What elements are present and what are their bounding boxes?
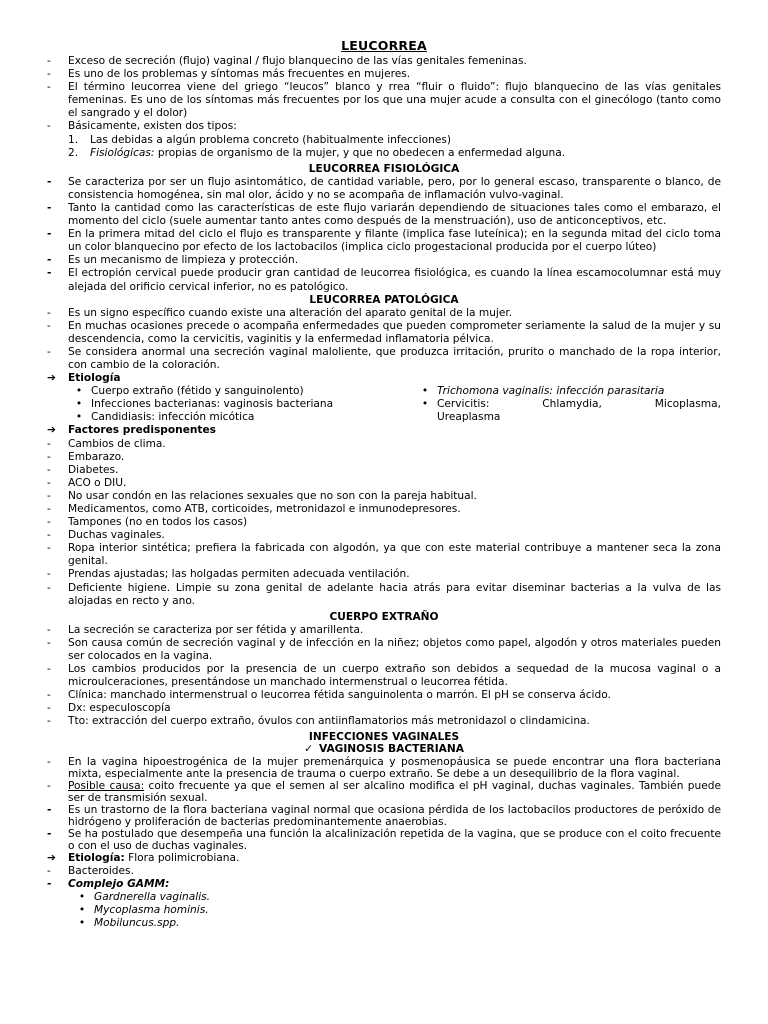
list-item: - Prendas ajustadas; las holgadas permiten adecuada ventilación. [47,568,410,581]
subsection-heading: ✓ VAGINOSIS BACTERIANA [304,742,464,755]
list-item: - El término leucorrea viene del griego “leucos” blanco y rrea “fluir o fluido”: flujo blanquecino de las vías genitales femeninas. Es uno de los síntomas más frecuentes por los que una mujer acude a consulta con el ginecólogo (tanto como el sangrado y el dolor) [47,81,721,120]
section-heading: LEUCORREA PATOLÓGICA [309,293,459,306]
bullet-icon: • [78,903,86,916]
bullet-icon: • [421,385,429,398]
patologica-section [47,307,721,608]
bullet-icon: • [75,398,83,411]
list-item: • Candidiasis: infección micótica [47,411,411,424]
bullet-icon: • [75,411,83,424]
fisiologica-section [47,176,721,294]
list-item: • Gardnerella vaginalis. [47,891,721,904]
etiologia-list [47,385,721,424]
list-item: - Clínica: manchado intermenstrual o leucorrea fétida sanguinolenta o marrón. El pH se conserva ácido. [47,689,611,702]
section-heading: INFECCIONES VAGINALES [308,730,460,743]
list-item: - Exceso de secreción (flujo) vaginal / flujo blanquecino de las vías genitales femeninas. [47,55,527,67]
list-item: - Es un trastorno de la flora bacteriana vaginal normal que ocasiona pérdida de los lactobacilos productores de peróxido de hidrógeno y proliferación de bacterias predominantemente anaerobias. [47,803,721,828]
section-heading: CUERPO EXTRAÑO [329,610,439,623]
list-item: • Mycoplasma hominis. [47,904,721,917]
list-item: - Son causa común de secreción vaginal y de infección en la niñez; objetos como papel, algodón y otros materiales pueden ser colocados en la vagina. [47,636,721,662]
list-item: - En la vagina hipoestrogénica de la mujer premenárquica y posmenopáusica se puede encontrar una flora bacteriana mixta, especialmente ante la presencia de trauma o cuerpo extraño. Se debe a un desequilibrio de la flora vaginal. [47,755,721,780]
arrow-icon: ➔ [47,851,56,864]
infecciones-section [47,756,721,931]
list-item: - Deficiente higiene. Limpie su zona genital de adelante hacia atrás para evitar diseminar bacterias a la vulva de las alojadas en recto y ano. [47,581,721,607]
list-item: - Bacteroides. [47,864,134,877]
list-item: - Tanto la cantidad como las características de este flujo variarán dependiendo de situaciones tales como el embarazo, el momento del ciclo (suele aumentar tanto antes como después de la menstruación), uso de anticonceptivos, etc. [47,201,721,228]
list-item: • Infecciones bacterianas: vaginosis bacteriana [47,398,411,411]
list-item: - Tampones (no en todos los casos) [47,516,248,529]
document-title: LEUCORREA [341,38,427,53]
list-item: - Es un signo específico cuando existe una alteración del aparato genital de la mujer. [47,306,513,319]
factores-heading: ➔ Factores predisponentes [47,424,216,437]
intro-section [47,55,721,160]
bullet-icon: • [78,890,86,903]
arrow-icon: ➔ [47,372,56,385]
list-item: - Se considera anormal una secreción vaginal maloliente, que produzca irritación, prurito o manchado de la ropa interior, con cambio de la coloración. [47,345,721,371]
list-item: - Posible causa: coito frecuente ya que el semen al ser alcalino modifica el pH vaginal, duchas vaginales. También puede ser de transmisión sexual. [47,779,721,804]
list-item: • Trichomona vaginalis: infección parasitaria [411,385,721,398]
etiologia-heading: ➔ Etiología [47,372,121,385]
list-item: - Básicamente, existen dos tipos: [47,120,237,133]
list-item: - En la primera mitad del ciclo el flujo es transparente y filante (implica fase luteínica); en la segunda mitad del ciclo toma un color blanquecino por efecto de los lactobacilos (implica ciclo progestacional producida por el cuerpo lúteo) [47,228,721,254]
list-item: - ACO o DIU. [47,476,127,489]
list-item: • Mobiluncus.spp. [47,917,721,930]
cuerpo-extrano-section [47,624,721,729]
bullet-icon: • [75,385,83,398]
etiologia-item: ➔ Etiología: Flora polimicrobiana. [47,851,240,864]
list-item: - No usar condón en las relaciones sexuales que no son con la pareja habitual. [47,489,477,502]
list-item: - Medicamentos, como ATB, corticoides, metronidazol e inmunodepresores. [47,503,461,515]
bullet-icon: • [421,398,429,411]
arrow-icon: ➔ [47,424,56,437]
list-item: - Diabetes. [47,463,119,476]
list-item: - Es un mecanismo de limpieza y protección. [47,254,299,267]
list-item: - Es uno de los problemas y síntomas más frecuentes en mujeres. [47,68,411,81]
gamm-heading: - Complejo GAMM: [47,877,170,890]
list-item: - Duchas vaginales. [47,529,165,542]
list-item: • Cervicitis: Chlamydia, Micoplasma, Ureaplasma [411,398,721,424]
list-item: - En muchas ocasiones precede o acompaña enfermedades que pueden comprometer seriamente la salud de la mujer y su descendencia, como la cervicitis, vaginitis y la enfermedad inflamatoria pélvica. [47,319,721,345]
list-item: - Se ha postulado que desempeña una función la alcalinización repetida de la vagina, que se produce con el coito frecuente o con el uso de duchas vaginales. [47,827,721,852]
section-heading: LEUCORREA FISIOLÓGICA [308,162,460,175]
checkmark-icon: ✓ [304,742,313,755]
list-item: - La secreción se caracteriza por ser fétida y amarillenta. [47,623,364,636]
bullet-icon: • [78,916,86,929]
list-item: - Cambios de clima. [47,437,166,450]
list-item: - Embarazo. [47,450,125,463]
list-item: - Los cambios producidos por la presencia de un cuerpo extraño son debidos a sequedad de la mucosa vaginal o a microulceraciones, presentándose un manchado intermenstrual o leucorrea fétida. [47,663,721,689]
numbered-item: 1. Las debidas a algún problema concreto (habitualmente infecciones) [68,133,452,146]
list-item: - Se caracteriza por ser un flujo asintomático, de cantidad variable, pero, por lo general escaso, transparente o blanco, de consistencia homogénea, sin mal olor, ácido y no se acompaña de inflamación vulvo-vaginal. [47,175,721,201]
list-item: - El ectropión cervical puede producir gran cantidad de leucorrea fisiológica, es cuando la línea escamocolumnar está muy alejada del orificio cervical inferior, no es patológico. [47,267,721,293]
list-item: • Cuerpo extraño (fétido y sanguinolento) [47,385,411,398]
list-item: - Dx: especuloscopía [47,702,171,715]
list-item: - Ropa interior sintética; prefiera la fabricada con algodón, ya que con este material contribuye a mantener seca la zona genital. [47,542,721,568]
list-item: - Tto: extracción del cuerpo extraño, óvulos con antiinflamatorios más metronidazol o clindamicina. [47,715,590,728]
numbered-item: 2. Fisiológicas: propias de organismo de la mujer, y que no obedecen a enfermedad alguna. [68,146,566,159]
